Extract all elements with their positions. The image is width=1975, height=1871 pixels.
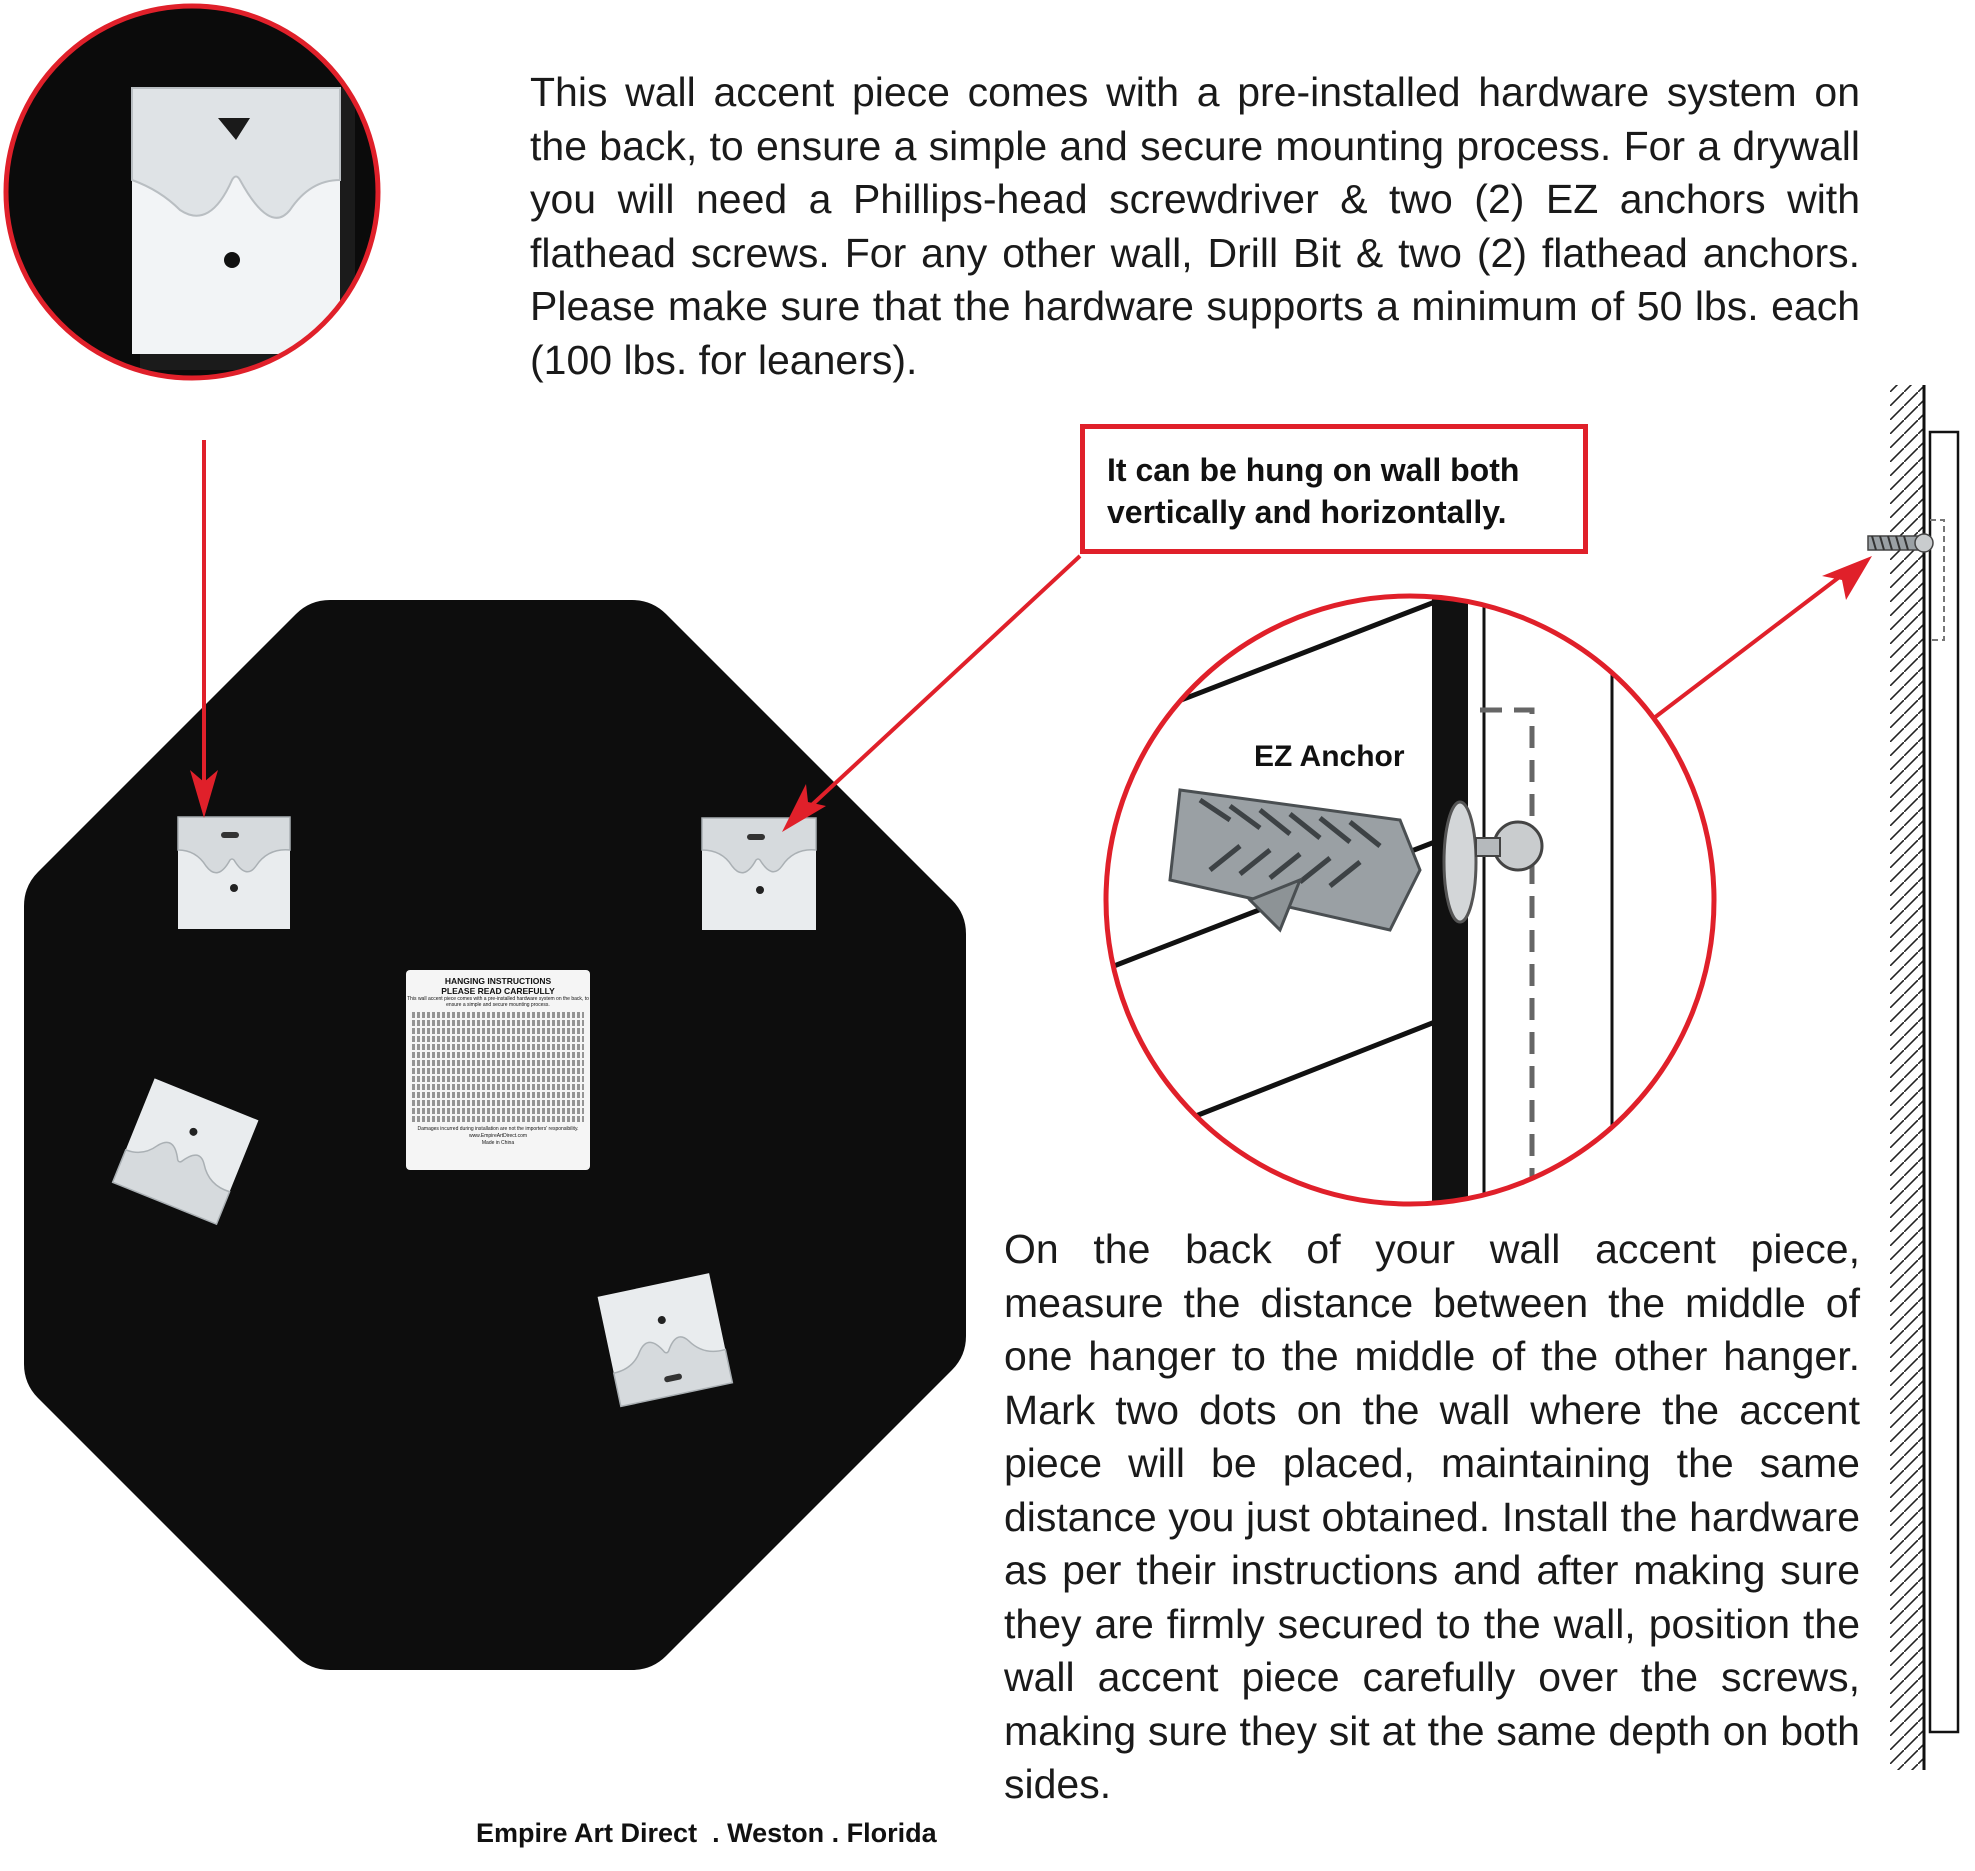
wall-section-view [1868,385,1958,1770]
steps-paragraph: On the back of your wall accent piece, measure the distance between the middle of one hanger to the middle of the other hanger. Mark two dots on the wall where the accent piece will be placed, maintaining the same distance you just obtained. Install the hardware as per their instructions and after making sure they are firmly secured to the wall, position the wall accent piece carefully over the screws, making sure they sit at the same depth on both sides. [1004,1226,1860,1807]
intro-paragraph: This wall accent piece comes with a pre-installed hardware system on the back, to ensure a simple and secure mounting process. For a drywall you will need a Phillips-head screwdriver & two (2) EZ anchors with flathead screws. For any other wall, Drill Bit & two (2) flathead anchors. Please make sure that the hardware supports a minimum of 50 lbs. each (100 lbs. for leaners). [530,69,1860,383]
callout-line-1: It can be hung on wall both [1107,452,1520,488]
footer-company: Empire Art Direct . Weston . Florida [476,1818,937,1848]
label-card-title-1: HANGING INSTRUCTIONS [444,976,552,986]
ez-anchor-label: EZ Anchor [1254,740,1405,773]
hanger-bottom-right [598,1273,733,1406]
label-card-footer-3: Made in China [481,1140,515,1146]
hanger-closeup [0,0,400,400]
wall-screw-icon [1868,534,1933,552]
orientation-callout [1080,424,1588,554]
instruction-label-card-text [406,970,590,1170]
arrow-callout-to-hanger [782,556,1080,832]
label-card-footer-2: www.EmpireArtDirect.com [468,1133,528,1139]
arrow-circle-to-wall [1654,556,1872,718]
label-card-footer-1: Damages incurred during installation are not the importers' responsibility. [417,1126,579,1132]
hanger-top-right [702,818,816,930]
hanger-top-left [178,817,290,929]
callout-line-2: vertically and horizontally. [1107,494,1507,530]
ez-anchor-detail [1000,580,1714,1240]
label-card-subtitle: This wall accent piece comes with a pre-installed hardware system on the back, to ensure a simple and secure mounting process. [407,996,589,1008]
label-card-title-2: PLEASE READ CAREFULLY [441,986,555,996]
